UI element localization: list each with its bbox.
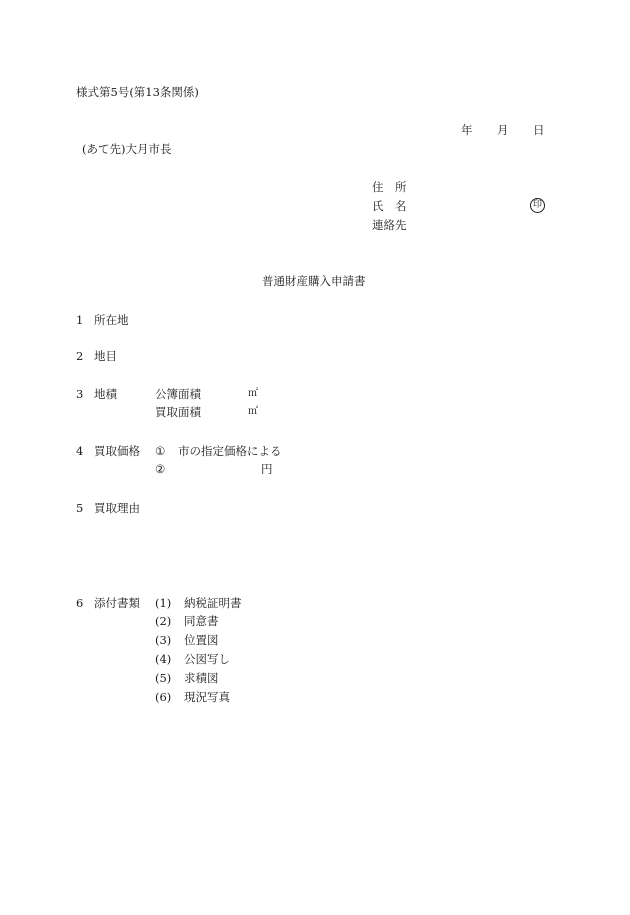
attachment-mark: (1) — [155, 596, 172, 610]
price-option-2-unit: 円 — [261, 462, 273, 476]
date-day-label: 日 — [533, 123, 545, 137]
item-3-number: 3 — [76, 387, 84, 401]
address-label: 住 所 — [372, 180, 407, 194]
attachment-text: 現況写真 — [184, 690, 230, 704]
item-5-number: 5 — [76, 501, 84, 515]
attachment-mark: (3) — [155, 633, 172, 647]
registered-area-label: 公簿面積 — [155, 387, 201, 401]
item-6-number: 6 — [76, 596, 84, 610]
attachment-text: 位置図 — [184, 633, 219, 647]
seal-mark-icon: 印 — [530, 198, 545, 213]
price-option-1-mark: ① — [155, 444, 166, 458]
price-option-2-mark: ② — [155, 462, 166, 476]
attachment-text: 納税証明書 — [184, 596, 242, 610]
item-2-number: 2 — [76, 349, 84, 363]
item-1-label: 所在地 — [94, 313, 129, 327]
attachment-text: 同意書 — [184, 614, 219, 628]
item-5-label: 買取理由 — [94, 501, 140, 515]
date-month-label: 月 — [497, 123, 509, 137]
attachment-text: 求積図 — [184, 671, 219, 685]
attachment-text: 公図写し — [184, 652, 230, 666]
purchase-area-unit: ㎡ — [248, 406, 258, 417]
item-4-number: 4 — [76, 444, 84, 458]
document-title: 普通財産購入申請書 — [262, 274, 366, 288]
attachment-mark: (6) — [155, 690, 172, 704]
item-4-label: 買取価格 — [94, 444, 140, 458]
item-6-label: 添付書類 — [94, 596, 140, 610]
contact-label: 連絡先 — [372, 218, 407, 232]
item-1-number: 1 — [76, 313, 84, 327]
name-label: 氏 名 — [372, 199, 407, 213]
date-year-label: 年 — [461, 123, 473, 137]
registered-area-unit: ㎡ — [248, 388, 258, 399]
attachment-mark: (5) — [155, 671, 172, 685]
item-2-label: 地目 — [94, 349, 117, 363]
attachment-mark: (2) — [155, 614, 172, 628]
form-number: 様式第5号(第13条関係) — [76, 85, 199, 99]
attachment-mark: (4) — [155, 652, 172, 666]
purchase-area-label: 買取面積 — [155, 405, 201, 419]
addressee: (あて先)大月市長 — [82, 142, 172, 156]
price-option-1-text: 市の指定価格による — [178, 444, 282, 458]
item-3-label: 地積 — [94, 387, 117, 401]
